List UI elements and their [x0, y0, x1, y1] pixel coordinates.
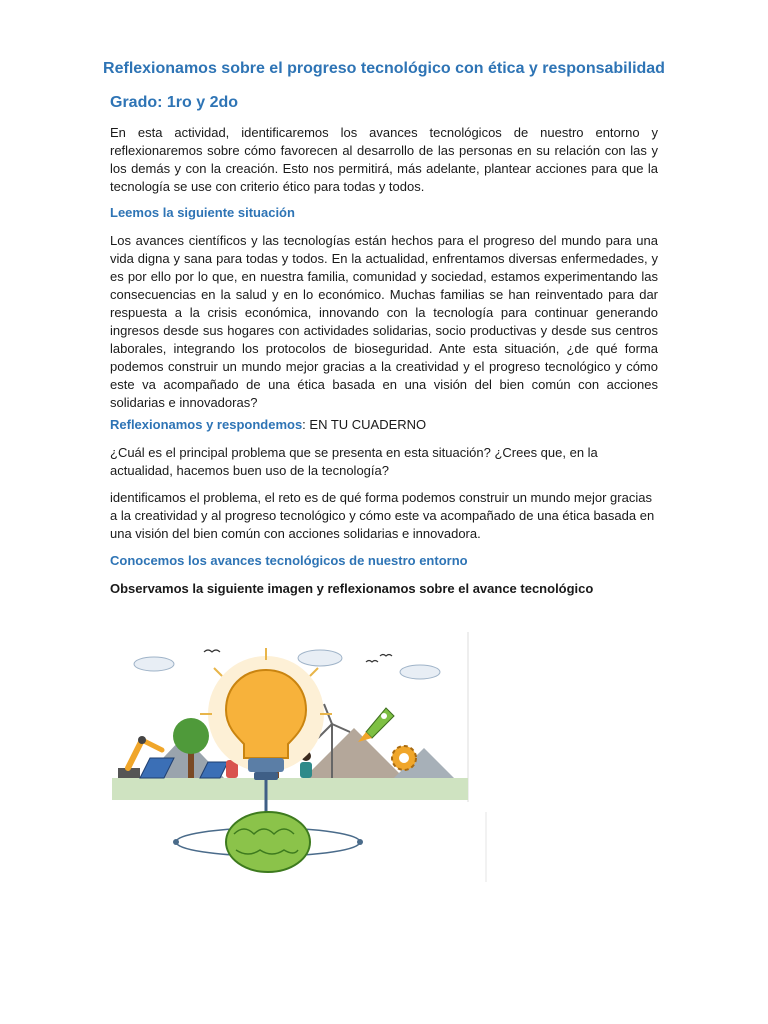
answer-paragraph: identificamos el problema, el reto es de qué forma podemos construir un mundo mejor gracias a la creatividad y al progreso tecnológico y cómo este va acompañado de una ética basada en una visión del bien común con acciones solidarias e innovadora.	[110, 490, 655, 541]
section-heading-advances: Conocemos los avances tecnológicos de nuestro entorno	[110, 553, 468, 568]
intro-paragraph: En esta actividad, identificaremos los avances tecnológicos de nuestro entorno y reflexionaremos sobre cómo favorecen al desarrollo de las personas en su relación con las y los demás y con la creación. Esto nos permitirá, más adelante, plantear acciones para que la tecnología se use con criterio ético para todas y todos.	[110, 125, 658, 194]
reflect-heading-suffix: : EN TU CUADERNO	[302, 417, 427, 432]
brain-icon	[173, 812, 363, 872]
gear-icon	[392, 746, 416, 770]
page-title: Reflexionamos sobre el progreso tecnológico con ética y responsabilidad	[103, 60, 665, 77]
question-paragraph: ¿Cuál es el principal problema que se presenta en esta situación? ¿Crees que, en la actualidad, hacemos buen uso de la tecnología?	[110, 445, 598, 478]
observe-instruction: Observamos la siguiente imagen y reflexionamos sobre el avance tecnológico	[110, 581, 594, 596]
grade-heading: Grado: 1ro y 2do	[110, 94, 239, 111]
section-heading-reflect	[110, 416, 426, 434]
section-heading-situation: Leemos la siguiente situación	[110, 205, 295, 220]
technology-illustration	[104, 628, 490, 884]
situation-paragraph: Los avances científicos y las tecnologías están hechos para el progreso del mundo para una vida digna y sana para todas y todos. En la actualidad, enfrentamos diversas enfermedades, y es por ello por lo que, en nuestra familia, comunidad y sociedad, estamos experimentando las consecuencias en la salud y en lo económico. Muchas familias se han reinventado para dar respuesta a la crisis económica, innovando con la tecnología para continuar generando ingresos desde sus hogares con actividades solidarias, socio productivas y desde sus centros laborales, integrando los protocolos de bioseguridad. Ante esta situación, ¿de qué forma podemos construir un mundo mejor gracias a la creatividad y el progreso tecnológico y cómo este va acompañado de una ética basada en una visión del bien común con acciones solidarias e innovadoras?	[110, 233, 658, 410]
reflect-heading-label: Reflexionamos y respondemos	[110, 417, 303, 432]
